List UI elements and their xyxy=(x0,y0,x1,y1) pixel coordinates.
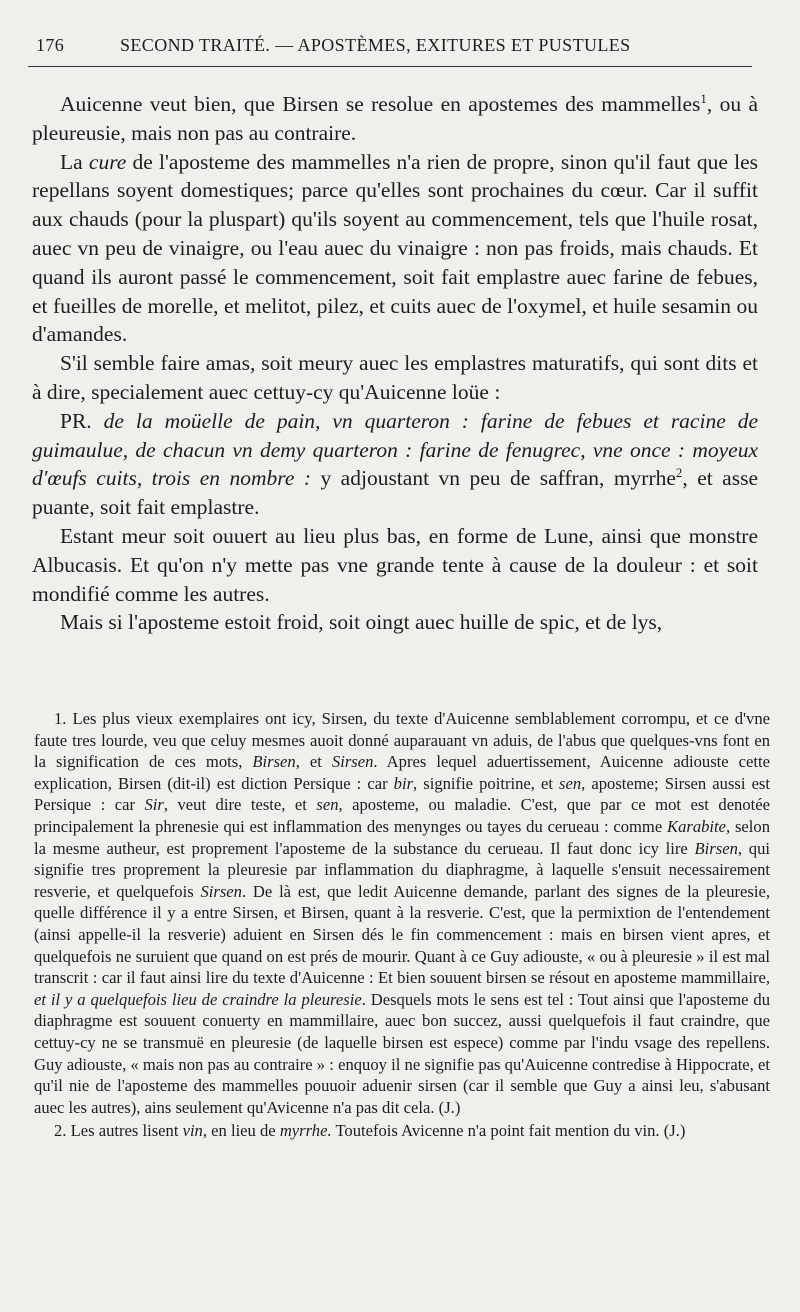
footnote-ref-1[interactable]: 1 xyxy=(700,91,707,106)
main-text xyxy=(32,90,758,637)
page-number: 176 xyxy=(36,35,65,55)
paragraph-2: La cure de l'aposteme des mammelles n'a rien de propre, sinon qu'il faut que les repellans soyent domestiques; parce qu'elles sont prochaines du cœur. Car il suffit aux chauds (pour la pluspart) qu'ils soyent au commencement, tels que l'huile rosat, auec vn peu de vinaigre, ou l'eau auec du vinaigre : non pas froids, mais chauds. Et quand ils auront passé le commencement, soit fait emplastre auec farine de febues, et fueilles de morelle, et melitot, pilez, et cuits auec de l'oxymel, et huile sesamin ou d'amandes. xyxy=(32,149,758,347)
paragraph-5: Estant meur soit ouuert au lieu plus bas, en forme de Lune, ainsi que monstre Albucasis. Et qu'on n'y mette pas vne grande tente à cause de la douleur : et soit mondifié comme les autres. xyxy=(32,523,758,606)
page-header xyxy=(36,30,756,60)
footnotes xyxy=(34,708,770,1142)
header-rule xyxy=(28,66,752,67)
running-head: SECOND TRAITÉ. — APOSTÈMES, EXITURES ET PUSTULES xyxy=(120,35,631,55)
footnote-ref-2[interactable]: 2 xyxy=(675,466,683,481)
paragraph-6: Mais si l'aposteme estoit froid, soit oingt auec huille de spic, et de lys, xyxy=(60,610,663,635)
recipe-paragraph: PR. de la moüelle de pain, vn quarteron : farine de febues et racine de guimaulue, de chacun vn demy quarteron : farine de fenugrec, vne once : moyeux d'œufs cuits, trois en nombre : y adjoustant vn peu de saffran, myrrhe$^2$, et asse puante, soit fait emplastre. xyxy=(32,408,758,520)
footnote-1: 1. Les plus vieux exemplaires ont icy, Sirsen, du texte d'Auicenne semblablement corrompu, et ce d'vne faute tres lourde, veu que celuy mesmes auoit donné auparauant vn aduis, de l'abus que quelques-vns font en la signification de ces mots, Birsen, et Sirsen. Apres lequel aduertissement, Auicenne adiouste cette explication, Birsen (dit-il) est diction Persique : car bir, signifie poitrine, et sen, aposteme; Sirsen aussi est Persique : car Sir, veut dire teste, et sen, aposteme, ou maladie. C'est, que par ce mot est denotée principalement la phrenesie qui est inflammation des menynges ou tayes du cerueau : comme Karabite, selon la mesme autheur, est proprement l'aposteme de la substance du cerueau. Il faut donc icy lire Birsen, qui signifie tres proprement la pleuresie par inflammation du diaphragme, à laquelle s'ensuit necessairement resverie, et quelquefois Sirsen. De là est, que ledit Auicenne demande, parlant des signes de la pleuresie, quelle différence il y a entre Sirsen, et Birsen, quant à la resverie. C'est, que la permixtion de l'entendement (ainsi appelle-il la resverie) aduient en Sirsen dés le fin commencement : mais en birsen vient apres, et quelquefois ne suruient que quand on est prés de mourir. Quant à ce Guy adiouste, « ou à pleuresie » il est mal transcrit : car il faut ainsi lire du texte d'Auicenne : Et bien souuent birsen se résout en aposteme mammillaire, et il y a quelquefois lieu de craindre la pleuresie. Desquels mots le sens est tel : Tout ainsi que l'aposteme du diaphragme est souuent conuerty en mammillaire, auec bon succez, aussi quelquefois il faut craindre, que cettuy-cy ne se transmuë en pleuresie (de laquelle birsen est espece) comme par l'indu vsage des repellens. Guy adiouste, « mais non pas au contraire » : enquoy il ne signifie pas qu'Auicenne contredise à Hippocrate, et qu'il nie de l'aposteme des mammelles pouuoir aduenir sirsen (car il semble que Guy a ainsi leu, s'abusant auec les autres), ains seulement qu'Avicenne n'a pas dit cela. (J.) xyxy=(34,709,771,1117)
paragraph-3: S'il semble faire amas, soit meury auec les emplastres maturatifs, qui sont dits et à dire, specialement auec cettuy-cy qu'Auicenne loüe : xyxy=(32,351,758,404)
paragraph-1: Auicenne veut bien, que Birsen se resolue en apostemes des mammelles$^1$, ou à pleureusie, mais non pas au contraire. xyxy=(32,91,758,145)
footnote-2: 2. Les autres lisent vin, en lieu de myrrhe. Toutefois Avicenne n'a point fait mention du vin. (J.) xyxy=(54,1121,686,1141)
